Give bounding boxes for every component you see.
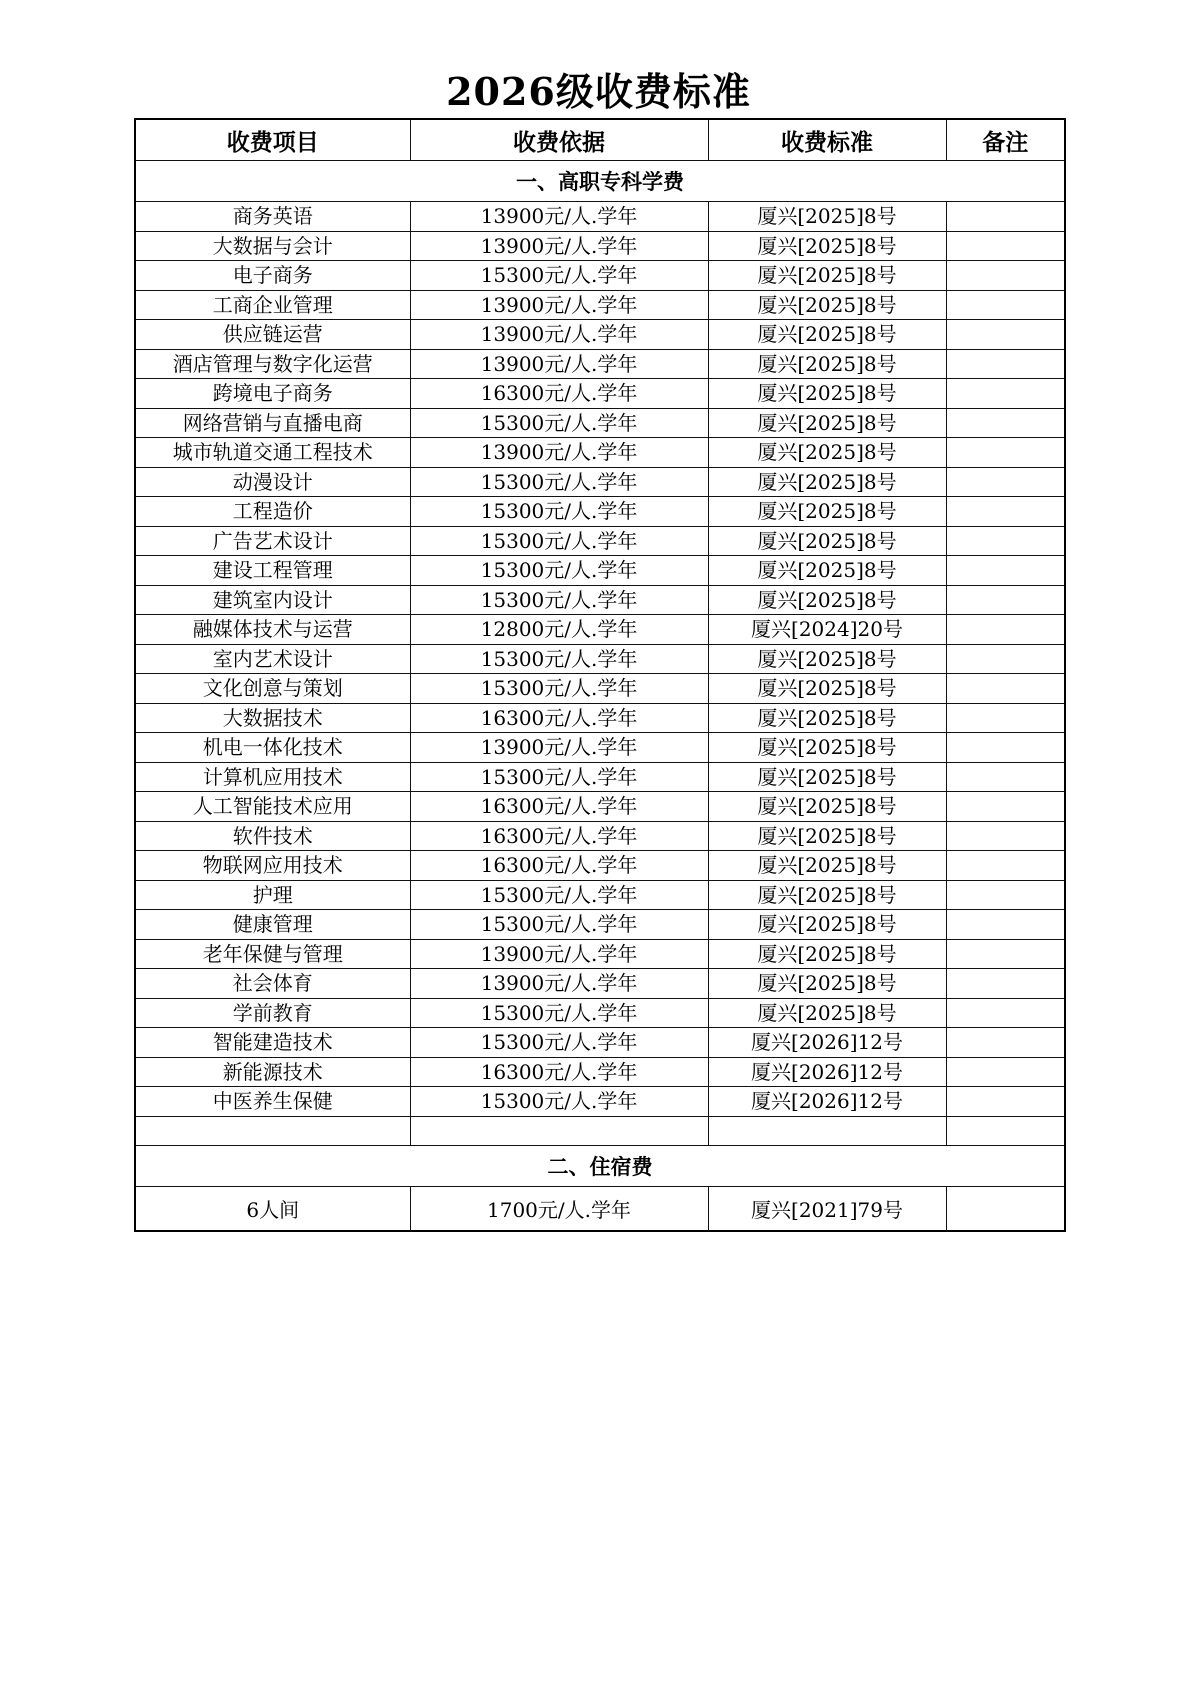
cell-standard: 厦兴[2025]8号 xyxy=(708,497,946,527)
cell-note xyxy=(946,762,1065,792)
table-row xyxy=(135,792,1065,822)
cell-item: 室内艺术设计 xyxy=(135,644,410,674)
cell-standard: 厦兴[2025]8号 xyxy=(708,762,946,792)
cell-item: 建设工程管理 xyxy=(135,556,410,586)
table-row xyxy=(135,349,1065,379)
cell-note xyxy=(946,644,1065,674)
cell-note xyxy=(946,231,1065,261)
cell-basis: 15300元/人.学年 xyxy=(410,910,708,940)
table-row xyxy=(135,202,1065,232)
cell-basis: 1700元/人.学年 xyxy=(410,1187,708,1232)
cell-standard: 厦兴[2025]8号 xyxy=(708,821,946,851)
cell-item: 中医养生保健 xyxy=(135,1087,410,1117)
cell-standard: 厦兴[2021]79号 xyxy=(708,1187,946,1232)
table-row xyxy=(135,939,1065,969)
cell-note xyxy=(946,939,1065,969)
table-row xyxy=(135,231,1065,261)
cell-note xyxy=(946,585,1065,615)
cell-basis: 15300元/人.学年 xyxy=(410,467,708,497)
blank-row xyxy=(135,1116,1065,1146)
cell-standard: 厦兴[2025]8号 xyxy=(708,438,946,468)
cell-standard: 厦兴[2025]8号 xyxy=(708,880,946,910)
blank-cell xyxy=(410,1116,708,1146)
cell-basis: 15300元/人.学年 xyxy=(410,585,708,615)
table-row xyxy=(135,1057,1065,1087)
cell-note xyxy=(946,910,1065,940)
cell-note xyxy=(946,703,1065,733)
cell-basis: 15300元/人.学年 xyxy=(410,497,708,527)
cell-item: 社会体育 xyxy=(135,969,410,999)
cell-note xyxy=(946,1028,1065,1058)
cell-note xyxy=(946,349,1065,379)
table-row xyxy=(135,703,1065,733)
cell-standard: 厦兴[2026]12号 xyxy=(708,1087,946,1117)
cell-item: 供应链运营 xyxy=(135,320,410,350)
cell-standard: 厦兴[2025]8号 xyxy=(708,939,946,969)
cell-item: 软件技术 xyxy=(135,821,410,851)
cell-standard: 厦兴[2025]8号 xyxy=(708,320,946,350)
header-item: 收费项目 xyxy=(135,119,410,161)
cell-item: 新能源技术 xyxy=(135,1057,410,1087)
cell-basis: 15300元/人.学年 xyxy=(410,762,708,792)
table-row xyxy=(135,585,1065,615)
cell-standard: 厦兴[2025]8号 xyxy=(708,526,946,556)
section-label: 一、高职专科学费 xyxy=(135,161,1065,202)
table-row xyxy=(135,290,1065,320)
fee-table xyxy=(134,118,1066,1232)
cell-note xyxy=(946,320,1065,350)
cell-standard: 厦兴[2025]8号 xyxy=(708,408,946,438)
cell-basis: 16300元/人.学年 xyxy=(410,792,708,822)
table-row xyxy=(135,261,1065,291)
cell-standard: 厦兴[2025]8号 xyxy=(708,261,946,291)
cell-note xyxy=(946,497,1065,527)
table-row xyxy=(135,762,1065,792)
cell-standard: 厦兴[2025]8号 xyxy=(708,910,946,940)
cell-note xyxy=(946,202,1065,232)
cell-basis: 16300元/人.学年 xyxy=(410,379,708,409)
section-label: 二、住宿费 xyxy=(135,1146,1065,1187)
header-basis: 收费依据 xyxy=(410,119,708,161)
table-row xyxy=(135,1187,1065,1232)
cell-standard: 厦兴[2025]8号 xyxy=(708,202,946,232)
cell-note xyxy=(946,1057,1065,1087)
cell-note xyxy=(946,615,1065,645)
cell-standard: 厦兴[2025]8号 xyxy=(708,467,946,497)
cell-standard: 厦兴[2025]8号 xyxy=(708,792,946,822)
cell-item: 酒店管理与数字化运营 xyxy=(135,349,410,379)
header-row xyxy=(135,119,1065,161)
cell-note xyxy=(946,851,1065,881)
cell-item: 计算机应用技术 xyxy=(135,762,410,792)
cell-basis: 15300元/人.学年 xyxy=(410,1028,708,1058)
cell-item: 动漫设计 xyxy=(135,467,410,497)
cell-basis: 13900元/人.学年 xyxy=(410,939,708,969)
cell-item: 商务英语 xyxy=(135,202,410,232)
cell-note xyxy=(946,261,1065,291)
cell-item: 城市轨道交通工程技术 xyxy=(135,438,410,468)
table-row xyxy=(135,615,1065,645)
table-row xyxy=(135,1028,1065,1058)
table-row xyxy=(135,821,1065,851)
cell-note xyxy=(946,408,1065,438)
cell-basis: 16300元/人.学年 xyxy=(410,851,708,881)
cell-note xyxy=(946,674,1065,704)
table-row xyxy=(135,497,1065,527)
cell-item: 智能建造技术 xyxy=(135,1028,410,1058)
cell-item: 大数据技术 xyxy=(135,703,410,733)
cell-note xyxy=(946,290,1065,320)
cell-item: 电子商务 xyxy=(135,261,410,291)
cell-basis: 16300元/人.学年 xyxy=(410,703,708,733)
cell-note xyxy=(946,821,1065,851)
cell-note xyxy=(946,998,1065,1028)
cell-basis: 15300元/人.学年 xyxy=(410,261,708,291)
cell-item: 6人间 xyxy=(135,1187,410,1232)
cell-basis: 16300元/人.学年 xyxy=(410,1057,708,1087)
cell-basis: 13900元/人.学年 xyxy=(410,969,708,999)
table-row xyxy=(135,438,1065,468)
cell-note xyxy=(946,1187,1065,1232)
table-row xyxy=(135,379,1065,409)
cell-basis: 16300元/人.学年 xyxy=(410,821,708,851)
table-row xyxy=(135,1087,1065,1117)
cell-basis: 15300元/人.学年 xyxy=(410,880,708,910)
header-standard: 收费标准 xyxy=(708,119,946,161)
table-row xyxy=(135,880,1065,910)
cell-standard: 厦兴[2025]8号 xyxy=(708,969,946,999)
cell-note xyxy=(946,467,1065,497)
cell-basis: 13900元/人.学年 xyxy=(410,349,708,379)
cell-item: 学前教育 xyxy=(135,998,410,1028)
cell-basis: 15300元/人.学年 xyxy=(410,526,708,556)
cell-standard: 厦兴[2025]8号 xyxy=(708,556,946,586)
cell-standard: 厦兴[2025]8号 xyxy=(708,998,946,1028)
table-row xyxy=(135,998,1065,1028)
table-row xyxy=(135,644,1065,674)
cell-standard: 厦兴[2025]8号 xyxy=(708,733,946,763)
table-row xyxy=(135,910,1065,940)
cell-item: 网络营销与直播电商 xyxy=(135,408,410,438)
table-row xyxy=(135,320,1065,350)
cell-item: 健康管理 xyxy=(135,910,410,940)
cell-standard: 厦兴[2025]8号 xyxy=(708,349,946,379)
cell-item: 大数据与会计 xyxy=(135,231,410,261)
cell-standard: 厦兴[2025]8号 xyxy=(708,703,946,733)
header-note: 备注 xyxy=(946,119,1065,161)
cell-basis: 15300元/人.学年 xyxy=(410,998,708,1028)
table-row xyxy=(135,408,1065,438)
cell-note xyxy=(946,733,1065,763)
table-row xyxy=(135,467,1065,497)
cell-basis: 15300元/人.学年 xyxy=(410,674,708,704)
cell-note xyxy=(946,526,1065,556)
cell-basis: 15300元/人.学年 xyxy=(410,1087,708,1117)
cell-basis: 13900元/人.学年 xyxy=(410,320,708,350)
blank-cell xyxy=(946,1116,1065,1146)
cell-item: 老年保健与管理 xyxy=(135,939,410,969)
cell-item: 建筑室内设计 xyxy=(135,585,410,615)
blank-cell xyxy=(135,1116,410,1146)
cell-basis: 13900元/人.学年 xyxy=(410,231,708,261)
cell-item: 跨境电子商务 xyxy=(135,379,410,409)
cell-note xyxy=(946,792,1065,822)
table-row xyxy=(135,556,1065,586)
section-tuition xyxy=(135,161,1065,202)
cell-basis: 13900元/人.学年 xyxy=(410,438,708,468)
section-dorm xyxy=(135,1146,1065,1187)
cell-item: 工程造价 xyxy=(135,497,410,527)
cell-basis: 13900元/人.学年 xyxy=(410,202,708,232)
cell-item: 融媒体技术与运营 xyxy=(135,615,410,645)
cell-item: 机电一体化技术 xyxy=(135,733,410,763)
cell-standard: 厦兴[2025]8号 xyxy=(708,674,946,704)
table-row xyxy=(135,969,1065,999)
table-row xyxy=(135,733,1065,763)
cell-item: 文化创意与策划 xyxy=(135,674,410,704)
cell-item: 工商企业管理 xyxy=(135,290,410,320)
cell-standard: 厦兴[2025]8号 xyxy=(708,644,946,674)
cell-item: 护理 xyxy=(135,880,410,910)
cell-standard: 厦兴[2025]8号 xyxy=(708,231,946,261)
cell-standard: 厦兴[2025]8号 xyxy=(708,290,946,320)
cell-basis: 12800元/人.学年 xyxy=(410,615,708,645)
cell-basis: 13900元/人.学年 xyxy=(410,733,708,763)
table-row xyxy=(135,674,1065,704)
cell-basis: 13900元/人.学年 xyxy=(410,290,708,320)
cell-note xyxy=(946,438,1065,468)
cell-note xyxy=(946,379,1065,409)
cell-item: 广告艺术设计 xyxy=(135,526,410,556)
blank-cell xyxy=(708,1116,946,1146)
cell-standard: 厦兴[2025]8号 xyxy=(708,585,946,615)
cell-standard: 厦兴[2025]8号 xyxy=(708,851,946,881)
cell-basis: 15300元/人.学年 xyxy=(410,556,708,586)
cell-note xyxy=(946,1087,1065,1117)
table-row xyxy=(135,526,1065,556)
page-title: 2026级收费标准 xyxy=(446,69,751,114)
table-row xyxy=(135,851,1065,881)
cell-item: 人工智能技术应用 xyxy=(135,792,410,822)
cell-standard: 厦兴[2026]12号 xyxy=(708,1057,946,1087)
cell-note xyxy=(946,556,1065,586)
cell-note xyxy=(946,880,1065,910)
cell-standard: 厦兴[2025]8号 xyxy=(708,379,946,409)
cell-standard: 厦兴[2026]12号 xyxy=(708,1028,946,1058)
cell-basis: 15300元/人.学年 xyxy=(410,408,708,438)
cell-basis: 15300元/人.学年 xyxy=(410,644,708,674)
cell-standard: 厦兴[2024]20号 xyxy=(708,615,946,645)
cell-note xyxy=(946,969,1065,999)
cell-item: 物联网应用技术 xyxy=(135,851,410,881)
